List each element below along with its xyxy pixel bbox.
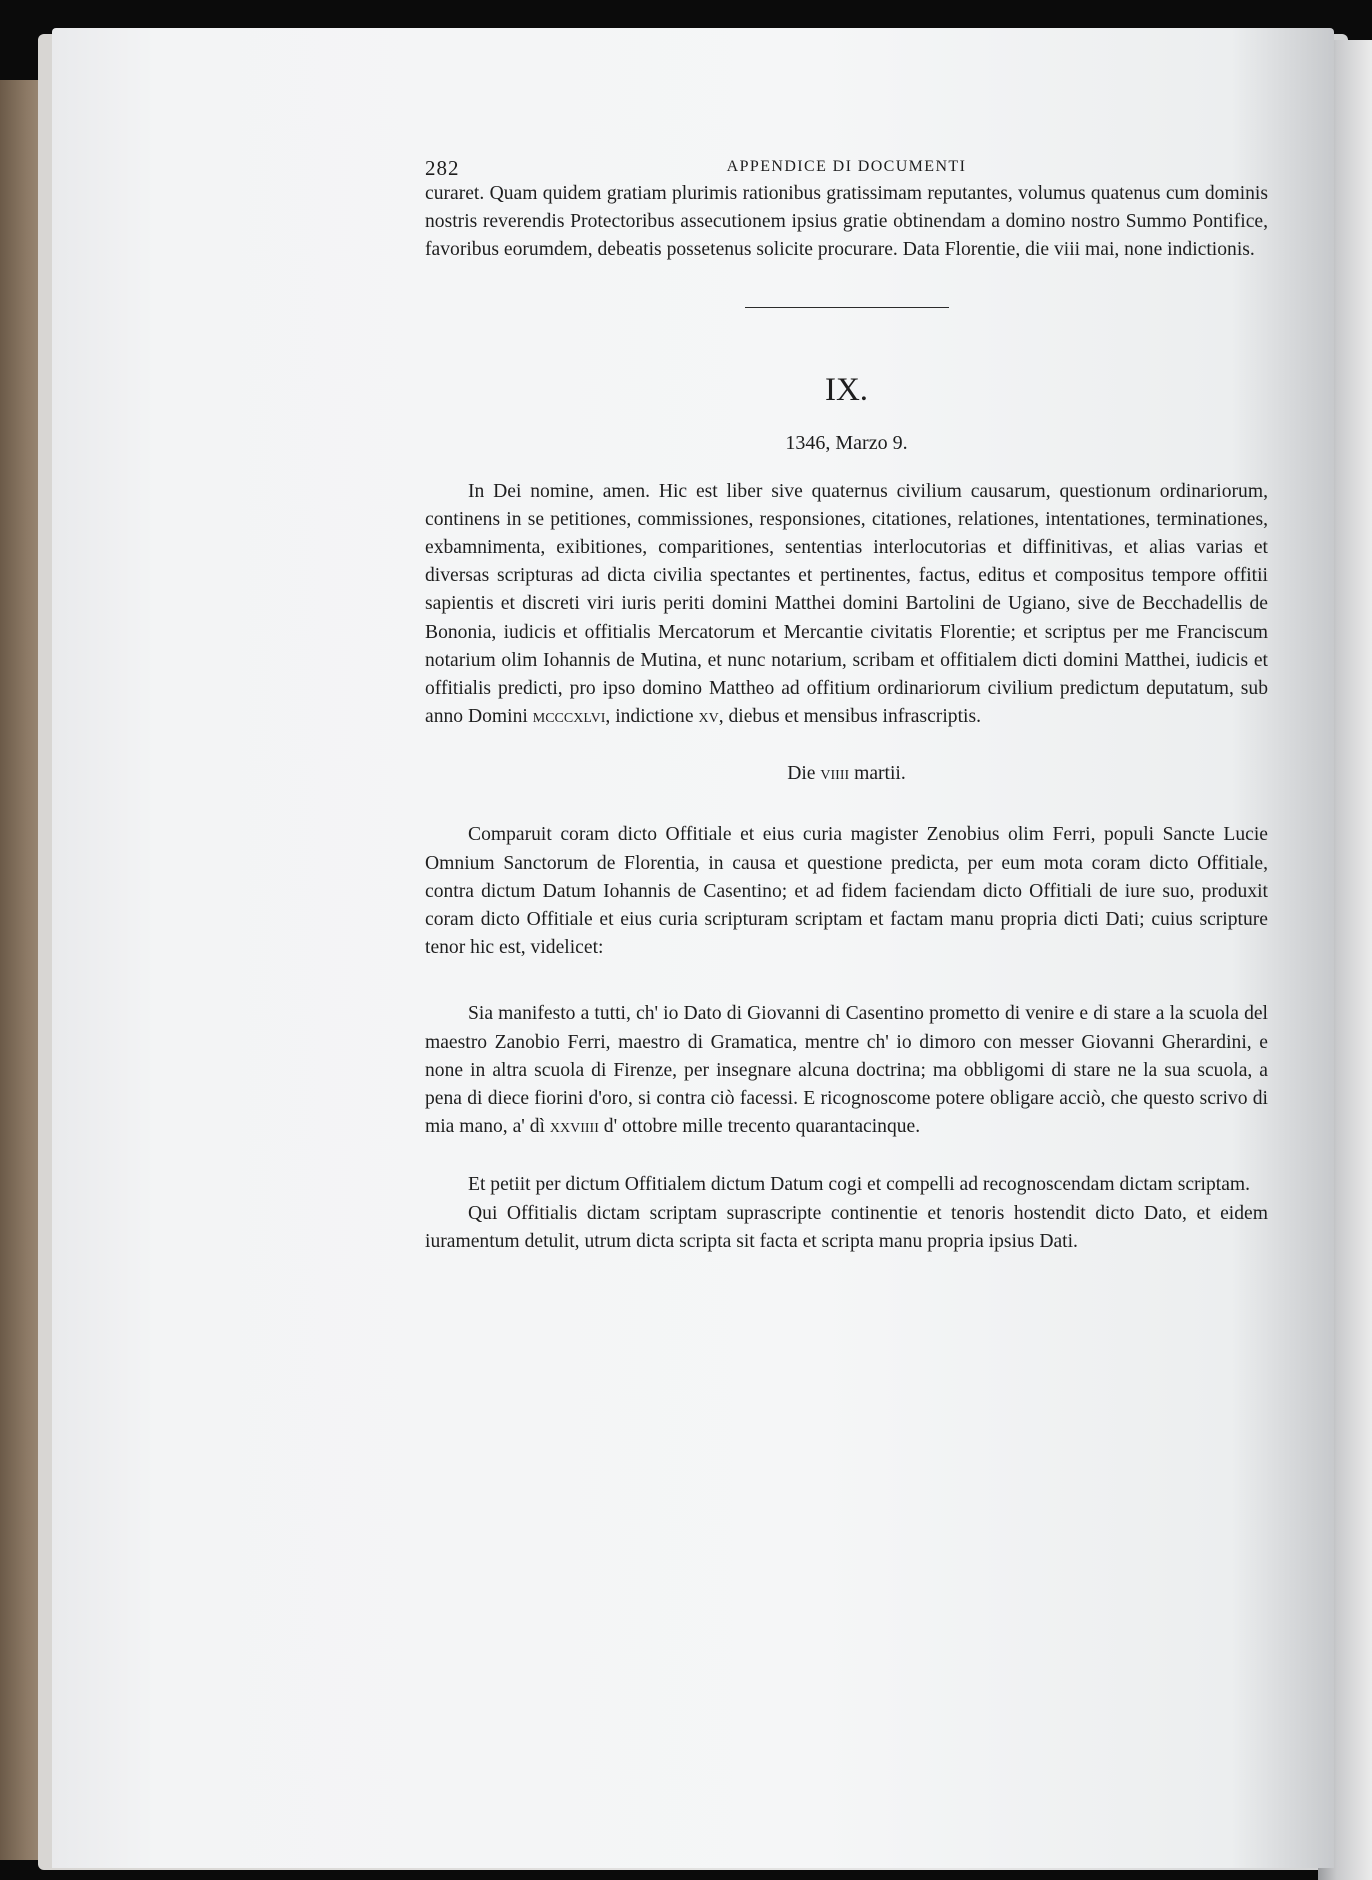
section-divider	[745, 307, 949, 308]
document-paragraph-4: Et petiit per dictum Offitialem dictum Datum cogi et compelli ad recognoscendam dictam scriptam.	[468, 1174, 1251, 1196]
running-head-title: APPENDICE DI DOCUMENTI	[726, 158, 967, 175]
paragraph-1-tail: , diebus et mensibus infrascriptis.	[718, 706, 981, 728]
indiction-numeral: xv	[698, 706, 719, 728]
date-numeral: xxviiii	[549, 1116, 599, 1138]
document-paragraph-2: Comparuit coram dicto Offitiale et eius curia magister Zenobius olim Ferri, populi Sancte Lucie Omnium Sanctorum de Florentia, in causa et questione predicta, per eum mota coram dicto Offitiale, contra dictum Datum Iohannis de Casentino; et ad fidem faciendam dicto Offitiali de iure suo, produxit coram dicto Offitiale et eius curia scripturam scriptam et factam manu propria dicti Dati; cuius scripture tenor hic est, videlicet:	[425, 824, 1268, 959]
day-numeral: viiii	[820, 763, 850, 785]
paragraph-1-between: , indictione	[605, 706, 694, 728]
day-heading	[425, 761, 1268, 787]
paragraph-3-tail: d' ottobre mille trecento quarantacinque.	[603, 1116, 921, 1138]
intro-paragraph: curaret. Quam quidem gratiam plurimis rationibus gratissimam reputantes, volumus quatenus cum dominis nostris reverendis Protectoribus assecutionem ipsius gratie obtinendam a domino nostro Summo Pontifice, favoribus eorumdem, debeatis possetenus solicite procurare. Data Florentie, die viii mai, none indictionis.	[425, 183, 1268, 261]
paragraph-1-text: In Dei nomine, amen. Hic est liber sive quaternus civilium causarum, questionum ordinariorum, continens in se petitiones, commissiones, responsiones, citationes, relationes, intentationes, terminationes, exbamnimenta, exibitiones, comparitiones, sententias interlocutorias et diffinitivas, et alias varias et diversas scripturas ad dicta civilia spectantes et pertinentes, factus, editus et compositus tempore offitii sapientis et discreti viri iuris periti domini Matthei domini Bartolini de Ugiano, sive de Becchadellis de Bononia, iudicis et offitialis Mercatorum et Mercantie civitatis Florentie; et scriptus per me Franciscum notarium olim Iohannis de Mutina, et nunc notarium, scribam et offitialem dicti domini Matthei, iudicis et offitialis predicti, pro ipso domino Mattheo ad offitium ordinariorum civilium predictum deputatum, sub anno Domini	[425, 480, 1268, 728]
document-number: IX.	[824, 371, 869, 408]
document-paragraph-3	[425, 1000, 1268, 1141]
document-paragraph-1	[425, 478, 1268, 732]
page-content	[425, 150, 1268, 1256]
document-paragraph-5: Qui Offitialis dictam scriptam suprascripte continentie et tenoris hostendit dicto Dato, et eidem iuramentum detulit, utrum dicta scripta sit facta et scripta manu propria ipsius Dati.	[425, 1202, 1268, 1252]
document-date: 1346, Marzo 9.	[785, 431, 908, 454]
year-numeral: mcccxlvi	[532, 706, 606, 728]
running-head	[425, 150, 1268, 180]
page-number: 282	[425, 156, 460, 180]
paragraph-3-text: Sia manifesto a tutti, ch' io Dato di Giovanni di Casentino prometto di venire e di stare a la scuola del maestro Zanobio Ferri, maestro di Gramatica, mentre ch' io dimoro con messer Giovanni Gherardini, e none in altra scuola di Firenze, per insegnare alcuna doctrina; ma obbligomi di stare ne la sua scuola, a pena di diece fiorini d'oro, si contra ciò facessi. E ricognoscome potere obligare acciò, che questo scrivo di mia mano, a' dì	[425, 1003, 1268, 1138]
day-suffix: martii.	[854, 763, 906, 785]
day-prefix: Die	[787, 763, 816, 785]
